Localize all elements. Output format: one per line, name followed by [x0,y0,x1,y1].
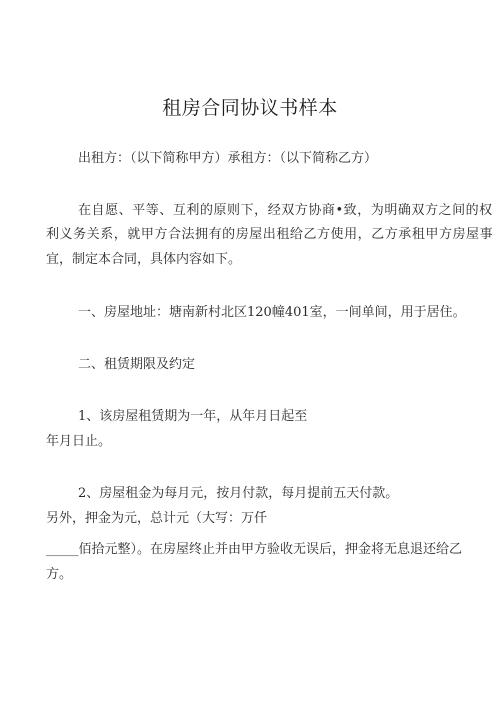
section-1-address: 一、房屋地址：塘南新村北区120幢401室，一间单间，用于居住。 [78,305,466,320]
item-1-line-1: 1、该房屋租赁期为一年，从年月日起至 [78,409,308,424]
preamble-line-2: 利义务关系，就甲方合法拥有的房屋出租给乙方使用，乙方承租甲方房屋事 [46,227,494,242]
item-1-line-2: 年月日止。 [46,434,112,449]
section-2-heading: 二、租赁期限及约定 [78,357,196,372]
document-title: 租房合同协议书样本 [162,97,338,119]
preamble-line-1: 在自愿、平等、互利的原则下，经双方协商•致，为明确双方之间的权 [78,203,493,218]
parties-line: 出租方：（以下简称甲方）承租方：（以下简称乙方） [78,151,378,166]
item-2-line-4: 方。 [46,567,73,582]
item-2-line-1: 2、房屋租金为每月元，按月付款，每月提前五天付款。 [78,486,399,501]
item-2-line-3: _____佰拾元整）。在房屋终止并由甲方验收无误后，押金将无息退还给乙 [46,542,463,557]
item-2-line-2: 另外，押金为元，总计元（大写：万仟 [46,511,268,526]
preamble-line-3: 宜，制定本合同，具体内容如下。 [46,252,242,267]
